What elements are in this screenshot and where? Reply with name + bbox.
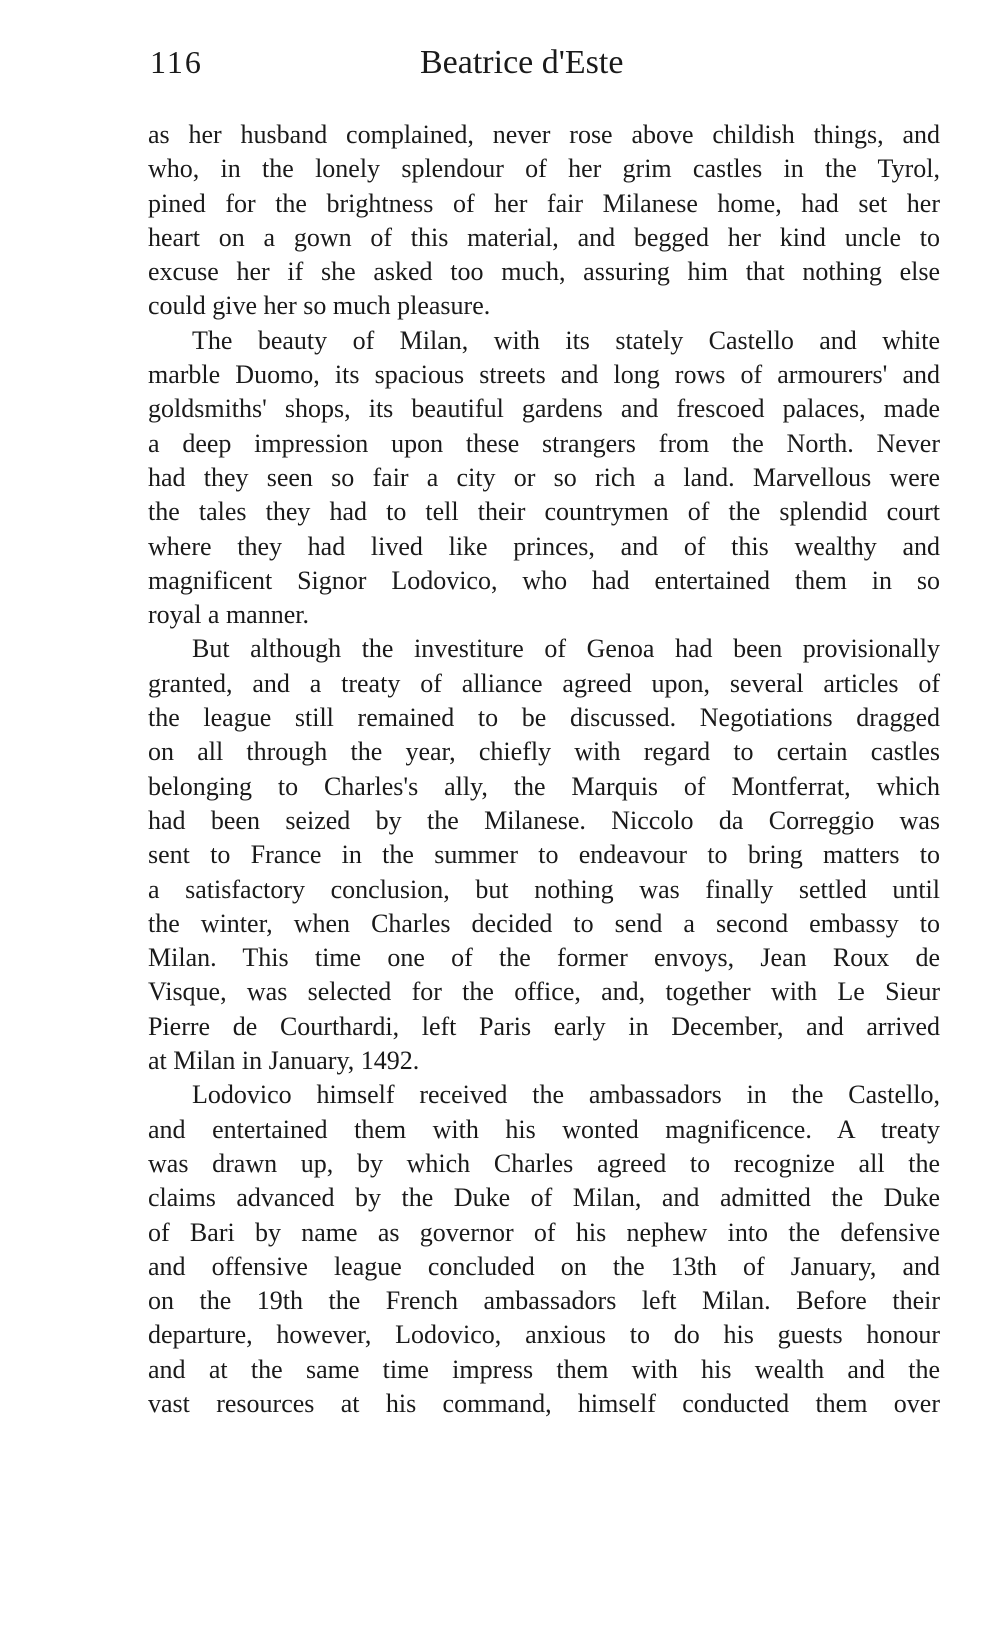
text-line: vast resources at his command, himself conducted them over xyxy=(148,1388,940,1418)
text-line: had they seen so fair a city or so rich a land. Marvellous were xyxy=(148,462,940,492)
text-line: the winter, when Charles decided to send a second embassy to xyxy=(148,908,940,938)
text-line: pined for the brightness of her fair Milanese home, had set her xyxy=(148,188,940,218)
page-number: 116 xyxy=(150,44,203,80)
text-line: royal a manner. xyxy=(148,600,309,630)
text-line: But although the investiture of Genoa had been provisionally xyxy=(192,634,940,664)
text-line: Milan. This time one of the former envoys, Jean Roux de xyxy=(148,943,940,973)
text-line: granted, and a treaty of alliance agreed upon, several articles of xyxy=(148,668,940,698)
text-line: a satisfactory conclusion, but nothing was finally settled until xyxy=(148,874,940,904)
text-line: on the 19th the French ambassadors left Milan. Before their xyxy=(148,1286,940,1316)
text-line: could give her so much pleasure. xyxy=(148,291,491,321)
text-line: who, in the lonely splendour of her grim castles in the Tyrol, xyxy=(148,154,940,184)
text-line: was drawn up, by which Charles agreed to recognize all the xyxy=(148,1148,940,1178)
text-line: where they had lived like princes, and of this wealthy and xyxy=(148,531,940,561)
text-line: magnificent Signor Lodovico, who had entertained them in so xyxy=(148,565,940,595)
running-title: Beatrice d'Este xyxy=(420,44,624,81)
text-line: Pierre de Courthardi, left Paris early in December, and arrived xyxy=(148,1011,940,1041)
text-line: had been seized by the Milanese. Niccolo da Correggio was xyxy=(148,805,940,835)
text-line: excuse her if she asked too much, assuring him that nothing else xyxy=(148,257,940,287)
text-line: of Bari by name as governor of his nephew into the defensive xyxy=(148,1217,940,1247)
text-line: the league still remained to be discussed. Negotiations dragged xyxy=(148,703,940,733)
text-line: Lodovico himself received the ambassadors in the Castello, xyxy=(192,1080,940,1110)
text-line: heart on a gown of this material, and begged her kind uncle to xyxy=(148,222,940,252)
paragraph-2 xyxy=(148,324,940,633)
text-line: The beauty of Milan, with its stately Castello and white xyxy=(192,325,940,355)
text-line: sent to France in the summer to endeavour to bring matters to xyxy=(148,840,940,870)
text-line: and at the same time impress them with his wealth and the xyxy=(148,1354,940,1384)
text-line: at Milan in January, 1492. xyxy=(148,1046,420,1076)
text-line: and offensive league concluded on the 13th of January, and xyxy=(148,1251,940,1281)
page-header xyxy=(150,44,940,94)
paragraph-4 xyxy=(148,1078,940,1421)
text-line: Visque, was selected for the office, and, together with Le Sieur xyxy=(148,977,940,1007)
text-line: as her husband complained, never rose above childish things, and xyxy=(148,120,940,149)
text-line: claims advanced by the Duke of Milan, and admitted the Duke xyxy=(148,1183,940,1213)
text-line: a deep impression upon these strangers from the North. Never xyxy=(148,428,940,458)
text-line: belonging to Charles's ally, the Marquis of Montferrat, which xyxy=(148,771,940,801)
paragraph-1 xyxy=(148,118,940,324)
text-line: departure, however, Lodovico, anxious to do his guests honour xyxy=(148,1320,940,1350)
text-line: and entertained them with his wonted magnificence. A treaty xyxy=(148,1114,940,1144)
text-line: the tales they had to tell their countrymen of the splendid court xyxy=(148,497,940,527)
text-line: goldsmiths' shops, its beautiful gardens and frescoed palaces, made xyxy=(148,394,940,424)
body-text xyxy=(148,118,940,1421)
text-line: marble Duomo, its spacious streets and long rows of armourers' and xyxy=(148,360,940,390)
text-line: on all through the year, chiefly with regard to certain castles xyxy=(148,737,940,767)
paragraph-3 xyxy=(148,632,940,1078)
